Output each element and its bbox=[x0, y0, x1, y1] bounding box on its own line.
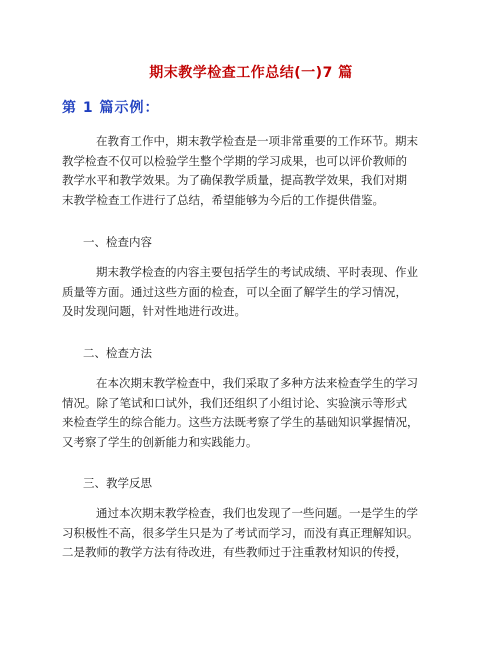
text-line: 习积极性不高，很多学生只是为了考试而学习，而没有真正理解知识。 bbox=[62, 525, 419, 540]
text-line: 教学检查不仅可以检验学生整个学期的学习成果，也可以评价教师的 bbox=[62, 153, 407, 168]
content-paragraph-1 bbox=[62, 263, 462, 322]
text-line: 来检查学生的综合能力。这些方法既考察了学生的基础知识掌握情况， bbox=[62, 415, 419, 429]
text-line: 情况。除了笔试和口试外，我们还组织了小组讨论、实验演示等形式 bbox=[62, 395, 407, 410]
text-line: 在本次期末教学检查中，我们采取了多种方法来检查学生的学习 bbox=[96, 376, 418, 390]
heading-check-content: 一、检查内容 bbox=[83, 235, 152, 249]
heading-teaching-reflection: 三、教学反思 bbox=[83, 476, 152, 490]
text-line: 及时发现问题，针对性地进行改进。 bbox=[62, 304, 246, 318]
heading-check-method: 二、检查方法 bbox=[83, 346, 152, 360]
text-line: 在教育工作中，期末教学检查是一项非常重要的工作环节。期末 bbox=[96, 134, 418, 148]
intro-paragraph bbox=[62, 132, 462, 210]
section-title: 第 1 篇示例： bbox=[62, 100, 160, 116]
text-line: 通过本次期末教学检查，我们也发现了一些问题。一是学生的学 bbox=[96, 506, 418, 520]
content-paragraph-3 bbox=[62, 504, 462, 563]
text-line: 教学水平和教学效果。为了确保教学质量，提高教学效果，我们对期 bbox=[62, 173, 407, 187]
text-line: 二是教师的教学方法有待改进，有些教师过于注重教材知识的传授， bbox=[62, 545, 407, 559]
text-line: 又考察了学生的创新能力和实践能力。 bbox=[62, 434, 258, 449]
text-line: 末教学检查工作进行了总结，希望能够为今后的工作提供借鉴。 bbox=[62, 192, 384, 207]
content-paragraph-2 bbox=[62, 374, 462, 452]
text-line: 期末教学检查的内容主要包括学生的考试成绩、平时表现、作业 bbox=[96, 265, 418, 279]
document-title: 期末教学检查工作总结(一)7 篇 bbox=[149, 65, 353, 81]
text-line: 质量等方面。通过这些方面的检查，可以全面了解学生的学习情况， bbox=[62, 284, 407, 299]
